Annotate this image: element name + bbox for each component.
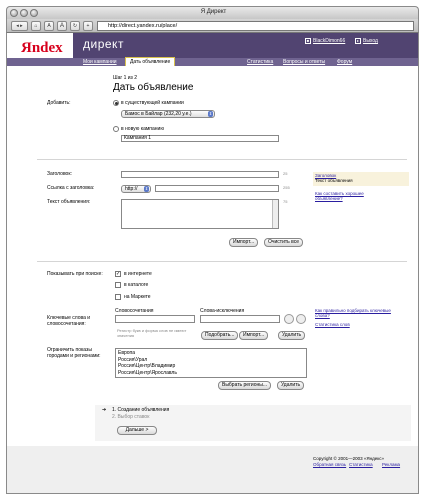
reload-icon[interactable]: ↻ [70,21,80,31]
exclusions-column-header: Слова-исключения [200,308,245,314]
new-campaign-input[interactable]: Кампания 1 [121,135,279,142]
keywords-label: Ключевые слова и словосочетания: [47,315,91,327]
link-label: Ссылка с заголовка: [47,185,95,191]
remove-keyword-icon[interactable] [296,314,306,324]
keywords-help-link[interactable]: Как правильно подбирать ключевые слова? [315,308,391,318]
divider [37,159,407,160]
page-title: Дать объявление [113,82,194,93]
catalog-checkbox[interactable] [115,282,121,288]
market-checkbox[interactable] [115,294,121,300]
page-footer [7,446,418,494]
ad-preview [313,172,409,186]
feedback-link[interactable]: Обратная связь [313,462,347,467]
preview-title: Заголовок [315,173,337,178]
logout-link[interactable]: Выход [363,38,378,44]
internet-checkbox[interactable]: ✓ [116,271,121,277]
nav-faq[interactable]: Вопросы и ответы [283,59,326,65]
clear-all-button[interactable]: Очистить все [264,238,303,247]
browser-toolbar [6,19,419,33]
stop-icon[interactable]: + [83,21,93,31]
word-stats-link[interactable]: Статистика слов [315,322,350,327]
list-item[interactable]: Россия\Центр\Владимир [118,363,176,369]
step-2-label: 2. Выбор ставок [112,414,150,420]
window-titlebar [6,6,419,19]
window-title: Я Директ [200,9,227,15]
advertising-link[interactable]: Реклама [382,462,401,467]
list-item[interactable]: Россия\Центр\Ярославль [118,369,177,376]
page-content [6,33,419,494]
protocol-select[interactable] [121,185,151,193]
internet-label: в интернете [124,271,152,277]
import-keywords-button[interactable]: Импорт... [239,331,268,340]
logout-icon: ▸ [356,38,359,43]
text-bigger-button[interactable]: A [57,21,67,31]
link-input[interactable] [155,185,279,192]
step-indicator: Шаг 1 из 2 [113,75,138,81]
exclusions-input[interactable] [200,315,280,323]
list-item[interactable]: Россия\Урал [118,356,148,363]
keywords-column-header: Словосочетания [115,308,154,314]
market-label: на Маркете [124,294,151,300]
divider [37,261,407,262]
textarea-scrollbar[interactable] [272,200,278,228]
home-icon[interactable]: ⌂ [31,21,41,31]
catalog-label: в каталоге [124,282,149,288]
delete-keywords-button[interactable]: Удалить [278,331,305,340]
choose-regions-button[interactable]: Выбрать регионы... [218,381,271,390]
add-keyword-icon[interactable] [284,314,294,324]
user-icon: ■ [306,38,310,43]
ad-text-label: Текст объявления: [47,199,91,205]
good-ad-help-link[interactable]: Как составить хорошее объявление? [315,191,364,201]
step-1-label: 1. Создание объявления [112,407,170,413]
yandex-logo[interactable]: Яndex [21,40,63,56]
ad-text-char-count: 75 [283,199,288,204]
new-campaign-radio[interactable] [113,126,119,132]
campaign-select-value: Бамос в Байлар (232,20 у.е.) [125,111,192,117]
import-button[interactable]: Импорт... [229,238,258,247]
link-char-count: 255 [283,185,290,190]
copyright: Copyright © 2001—2003 «Яндекс» [313,456,384,461]
existing-campaign-label: в существующей кампании [121,100,184,106]
ad-text-textarea[interactable] [121,199,279,229]
campaign-select[interactable] [121,110,215,118]
heading-input[interactable] [121,171,279,178]
existing-campaign-radio[interactable] [113,100,119,106]
nav-my-campaigns[interactable]: Мои кампании [83,59,117,65]
list-item[interactable]: Европа [118,350,136,356]
delete-regions-button[interactable]: Удалить [277,381,304,390]
next-button[interactable]: Дальше > [117,426,157,435]
show-label: Показывать при поиске: [47,271,103,277]
regions-list[interactable] [115,348,307,378]
select-arrows-icon: ⇕ [208,111,213,116]
heading-char-count: 25 [283,171,288,176]
nav-stats[interactable]: Статистика [247,59,274,65]
footer-stats-link[interactable]: Статистика [349,462,373,467]
preview-text: Текст объявления [315,178,353,183]
pick-keywords-button[interactable]: Подобрать... [201,331,238,340]
nav-place-ad-tab[interactable]: Дать объявление [125,57,175,66]
protocol-value: http:// [125,186,138,192]
regions-label: Ограничить показы городами и регионами: [47,347,101,359]
product-name: директ [83,37,124,51]
new-campaign-label: в новую кампанию [121,126,165,132]
heading-label: Заголовок: [47,171,72,177]
current-step-arrow-icon: ➔ [102,407,107,413]
text-smaller-button[interactable]: A [44,21,54,31]
user-link[interactable]: BlackDimon66 [313,38,346,44]
select-arrows-icon: ⇕ [144,186,149,191]
address-bar[interactable]: http://direct.yandex.ru/place/ [97,21,414,31]
nav-bar [7,58,418,66]
nav-forum[interactable]: Форум [337,59,353,65]
add-label: Добавить: [47,100,71,106]
keywords-hint: Регистр букв и форма слов не имеют значения [117,328,187,338]
back-forward-buttons[interactable]: ◂ ▸ [11,21,28,31]
keywords-input[interactable] [115,315,195,323]
